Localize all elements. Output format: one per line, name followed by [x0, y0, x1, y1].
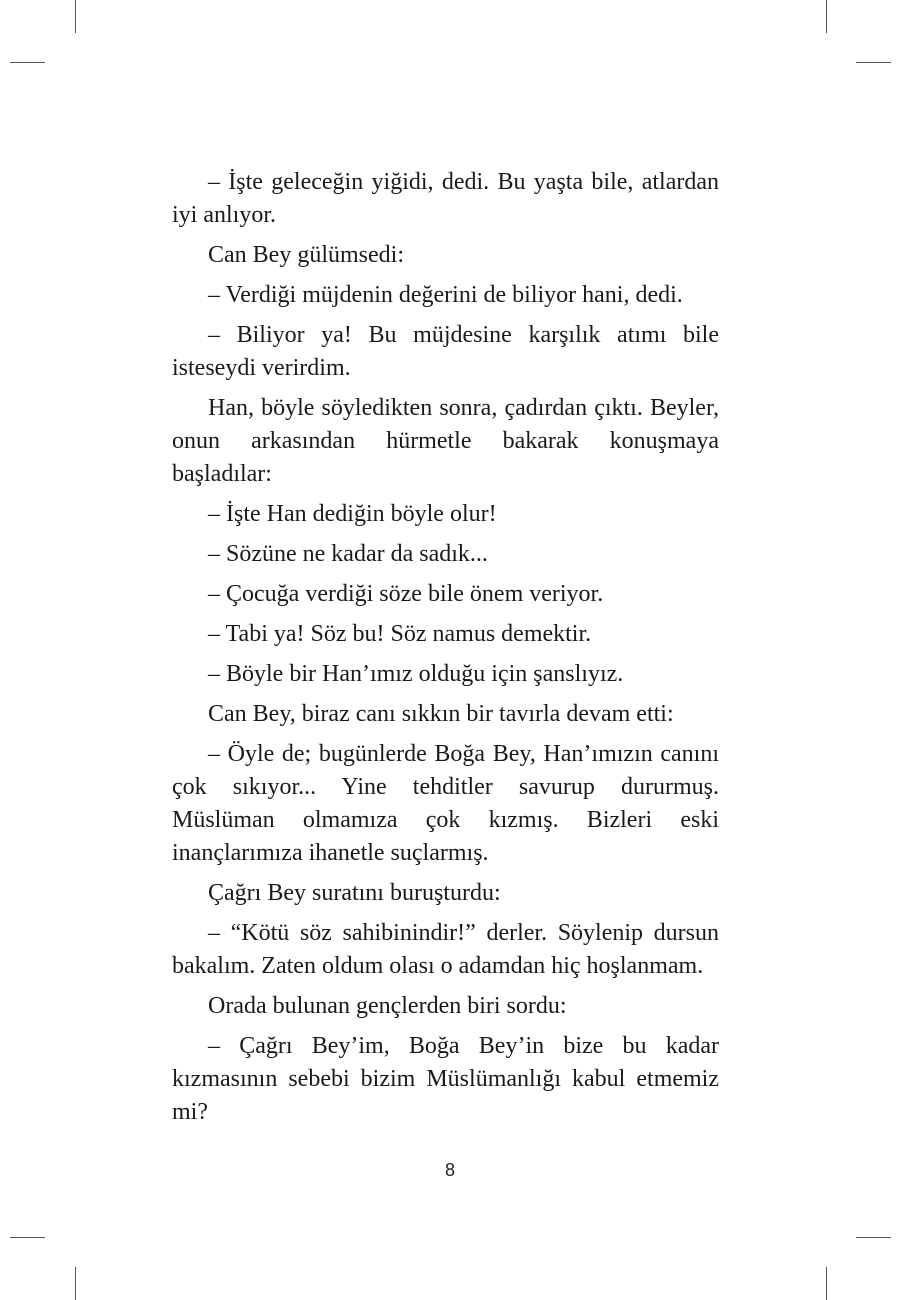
crop-mark-top-left-vertical [75, 0, 76, 33]
crop-mark-bottom-left-horizontal [10, 1237, 45, 1238]
paragraph: – Çağrı Bey’im, Boğa Bey’in bize bu kadar kızmasının sebebi bizim Müslümanlığı kabul etmemiz mi? [172, 1033, 719, 1125]
paragraph: Çağrı Bey suratını buruşturdu: [208, 880, 501, 906]
paragraph: Can Bey, biraz canı sıkkın bir tavırla devam etti: [208, 701, 674, 727]
crop-mark-bottom-left-vertical [75, 1267, 76, 1300]
paragraph: – Çocuğa verdiği söze bile önem veriyor. [208, 581, 604, 607]
paragraph: – Böyle bir Han’ımız olduğu için şanslıyız. [208, 661, 624, 687]
crop-mark-top-left-horizontal [10, 62, 45, 63]
paragraph: – Öyle de; bugünlerde Boğa Bey, Han’ımızın canını çok sıkıyor... Yine tehditler savurup dururmuş. Müslüman olmamıza çok kızmış. Bizleri eski inançlarımıza ihanetle suçlarmış. [172, 741, 719, 866]
paragraph: – “Kötü söz sahibinindir!” derler. Söylenip dursun bakalım. Zaten oldum olası o adamdan hiç hoşlanmam. [172, 920, 719, 979]
paragraph: – Biliyor ya! Bu müjdesine karşılık atımı bile isteseydi verirdim. [172, 322, 719, 381]
paragraph: – İşte Han dediğin böyle olur! [208, 501, 497, 527]
paragraph: – Sözüne ne kadar da sadık... [208, 541, 488, 567]
crop-mark-top-right-vertical [826, 0, 827, 33]
paragraph: – İşte geleceğin yiğidi, dedi. Bu yaşta bile, atlardan iyi anlıyor. [172, 169, 719, 228]
paragraph: – Verdiği müjdenin değerini de biliyor hani, dedi. [208, 282, 683, 308]
crop-mark-top-right-horizontal [856, 62, 891, 63]
paragraph: Han, böyle söyledikten sonra, çadırdan çıktı. Beyler, onun arkasından hürmetle bakarak konuşmaya başladılar: [172, 395, 719, 487]
paragraph: Orada bulunan gençlerden biri sordu: [208, 993, 567, 1019]
crop-mark-bottom-right-vertical [826, 1267, 827, 1300]
crop-mark-bottom-right-horizontal [856, 1237, 891, 1238]
page-number: 8 [444, 1160, 455, 1180]
paragraph: – Tabi ya! Söz bu! Söz namus demektir. [208, 621, 592, 647]
page-body-text [172, 166, 719, 1136]
paragraph: Can Bey gülümsedi: [208, 242, 404, 268]
